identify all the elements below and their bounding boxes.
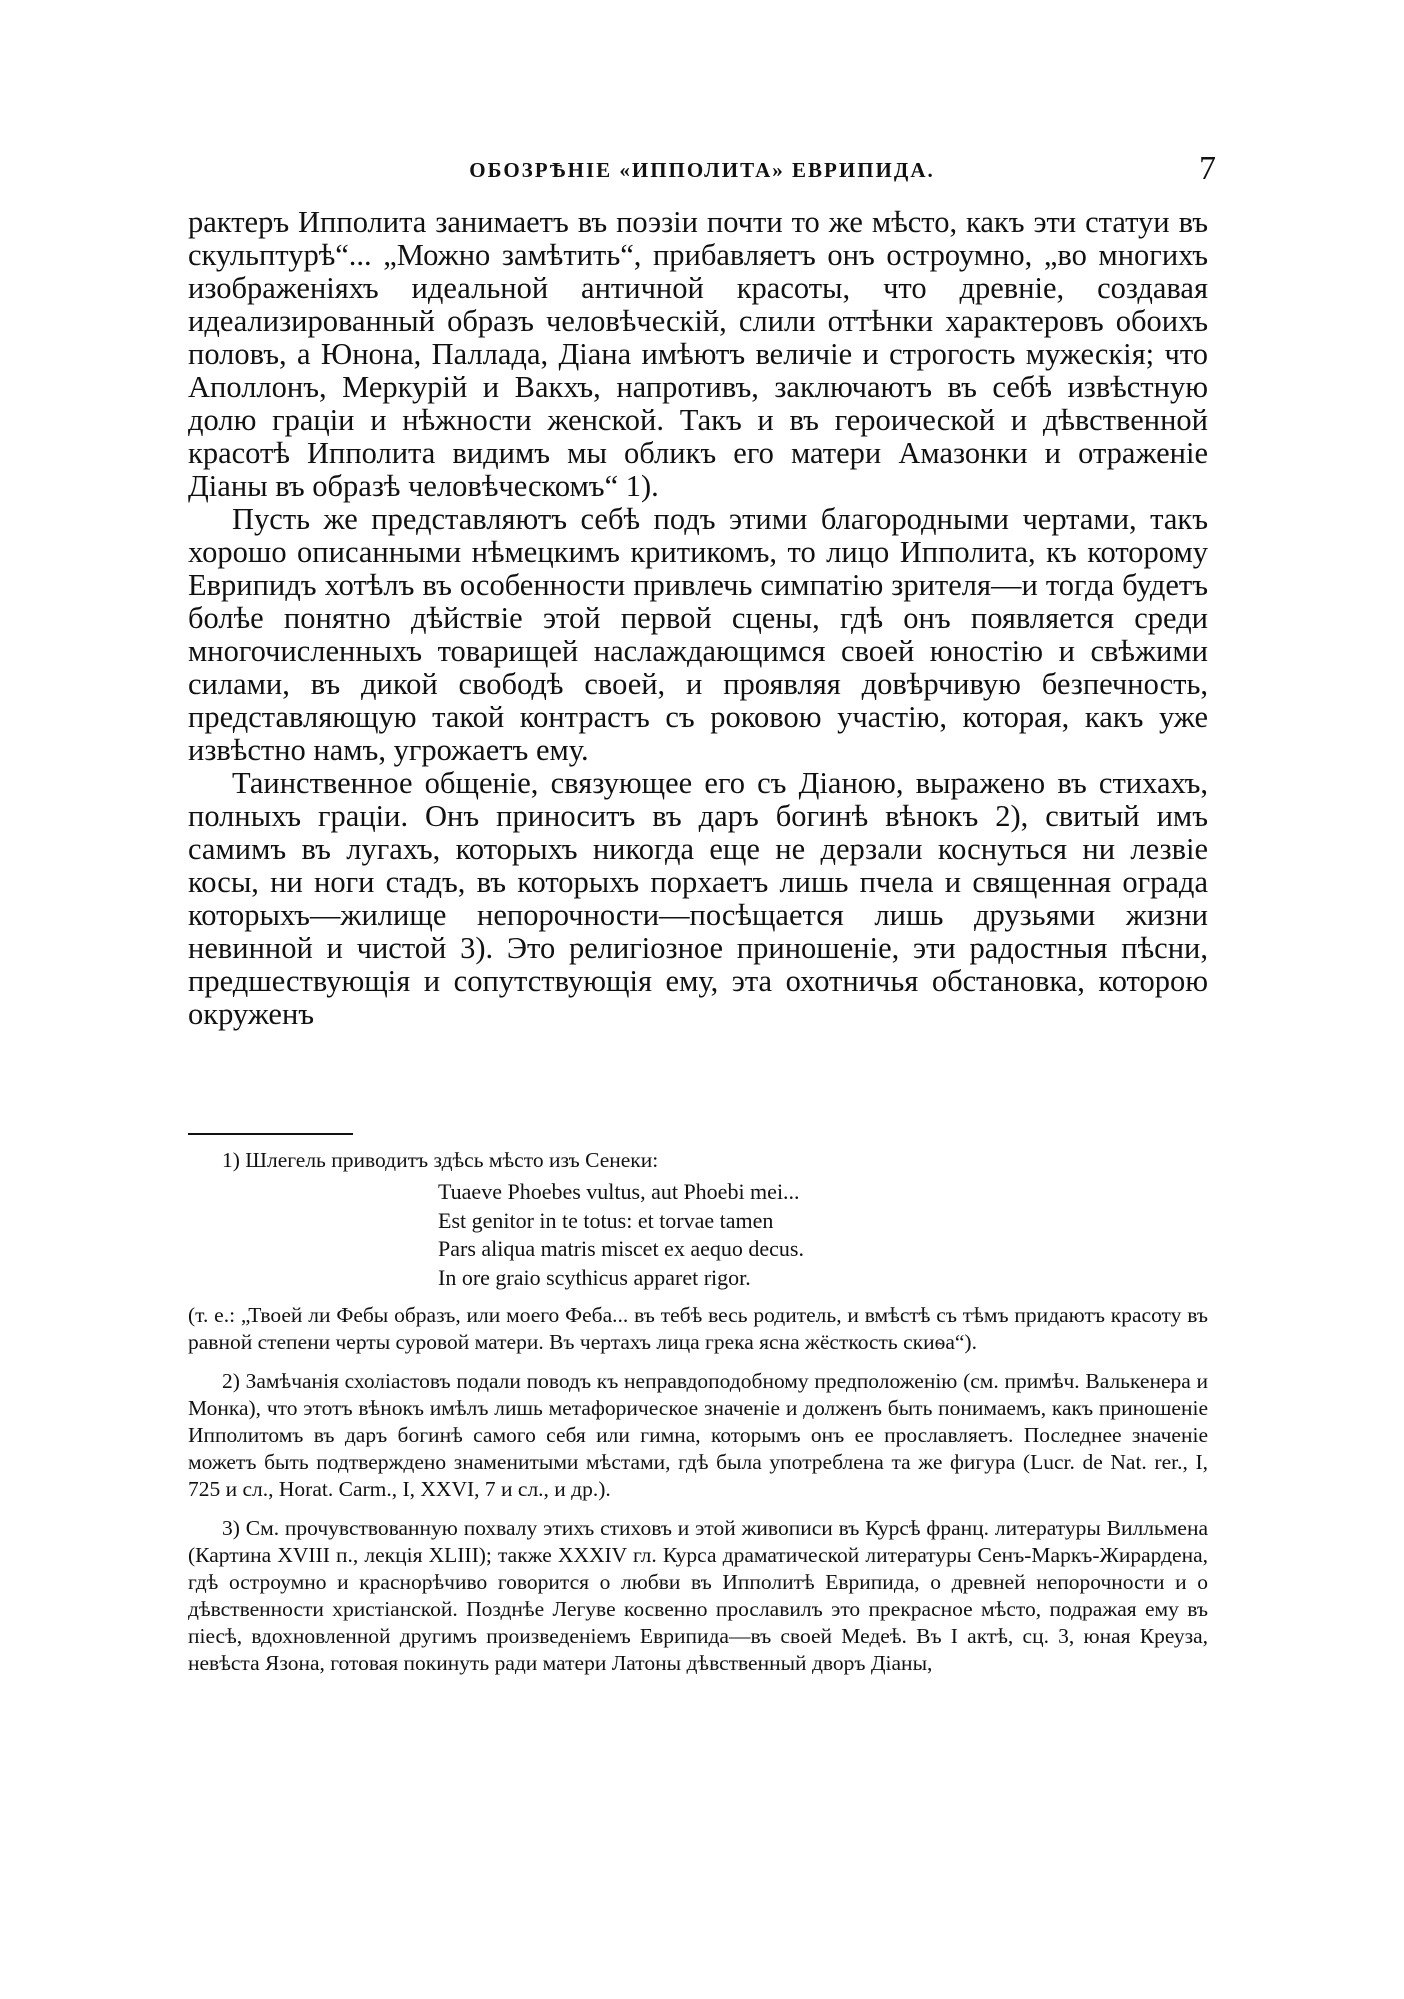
footnote-1-translation: (т. е.: „Твоей ли Фебы образъ, или моего Феба... въ тебѣ весь родитель, и вмѣстѣ съ тѣмъ придаютъ красоту въ равной степени черты суровой матери. Въ чертахъ лица грека ясна жёсткость скиѳа“). — [188, 1303, 1208, 1354]
page-number: 7 — [1199, 150, 1216, 187]
running-header — [188, 150, 1216, 190]
latin-verse-line: Tuaeve Phoebes vultus, aut Phoebi mei... — [438, 1179, 800, 1204]
footnotes — [188, 1147, 1208, 1677]
footnote-divider — [188, 1133, 353, 1135]
running-title: ОБОЗРѢНІЕ «ИППОЛИТА» ЕВРИПИДА. — [469, 158, 935, 182]
latin-verse-line: Est genitor in te totus: et torvae tamen — [438, 1207, 774, 1233]
latin-verse-line: In ore graio scythicus apparet rigor. — [438, 1264, 751, 1290]
footnote-2: 2) Замѣчанія схоліастовъ подали поводъ къ неправдоподобному предположенію (см. примѣч. Валькенера и Монка), что этотъ вѣнокъ имѣлъ лишь метафорическое значеніе и долженъ быть понимаемъ, какъ приношеніе Ипполитомъ въ даръ богинѣ самого себя или гимна, которымъ онъ ее прославляетъ. Последнее значеніе можетъ быть подтверждено знаменитыми мѣстами, гдѣ была употреблена та же фигура (Lucr. de Nat. rer., I, 725 и сл., Horat. Carm., I, XXVI, 7 и сл., и др.). — [188, 1369, 1208, 1501]
footnote-3: 3) См. прочувствованную похвалу этихъ стиховъ и этой живописи въ Курсѣ франц. литературы Вилльмена (Картина XVIII п., лекція XLIII); также XXXIV гл. Курса драматической литературы Сенъ-Маркъ-Жирардена, гдѣ остроумно и краснорѣчиво говорится о любви въ Ипполитѣ Еврипида, о древней непорочности и о дѣвственности христіанской. Позднѣе Легуве косвенно прославилъ это прекрасное мѣсто, подражая ему въ піесѣ, вдохновленной другимъ произведеніемъ Еврипида—въ своей Медеѣ. Въ I актѣ, сц. 3, юная Креуза, невѣста Язона, готовая покинуть ради матери Латоны дѣвственный дворъ Діаны, — [188, 1516, 1208, 1675]
footnote-1-intro: 1) Шлегель приводитъ здѣсь мѣсто изъ Сенеки: — [222, 1148, 659, 1172]
paragraph-2: Пусть же представляютъ себѣ подъ этими благородными чертами, такъ хорошо описанными нѣмецкимъ критикомъ, то лицо Ипполита, къ которому Еврипидъ хотѣлъ въ особенности привлечь симпатію зрителя—и тогда будетъ болѣе понятно дѣйствіе этой первой сцены, гдѣ онъ появляется среди многочисленныхъ товарищей наслаждающимся своей юностію и свѣжими силами, въ дикой свободѣ своей, и проявляя довѣрчивую безпечность, представляющую такой контрастъ съ роковою участію, которая, какъ уже извѣстно намъ, угрожаетъ ему. — [188, 502, 1208, 767]
paragraph-1: рактеръ Ипполита занимаетъ въ поэзіи почти то же мѣсто, какъ эти статуи въ скульптурѣ“... „Можно замѣтить“, прибавляетъ онъ остроумно, „во многихъ изображеніяхъ идеальной античной красоты, что древніе, создавая идеализированный образъ человѣческій, слили оттѣнки характеровъ обоихъ половъ, а Юнона, Паллада, Діана имѣютъ величіе и строгость мужескія; что Аполлонъ, Меркурій и Вакхъ, напротивъ, заключаютъ въ себѣ извѣстную долю граціи и нѣжности женской. Такъ и въ героической и дѣвственной красотѣ Ипполита видимъ мы обликъ его матери Амазонки и отраженіе Діаны въ образѣ человѣческомъ“ 1). — [188, 205, 1208, 503]
paragraph-3: Таинственное общеніе, связующее его съ Діаною, выражено въ стихахъ, полныхъ граціи. Онъ приноситъ въ даръ богинѣ вѣнокъ 2), свитый имъ самимъ въ лугахъ, которыхъ никогда еще не дерзали коснуться ни лезвіе косы, ни ноги стадъ, въ которыхъ порхаетъ лишь пчела и священная ограда которыхъ—жилище непорочности—посѣщается лишь друзьями жизни невинной и чистой 3). Это религіозное приношеніе, эти радостныя пѣсни, предшествующія и сопутствующія ему, эта охотничья обстановка, которою окруженъ — [188, 766, 1208, 1031]
latin-verse-line: Pars aliqua matris miscet ex aequo decus. — [438, 1236, 804, 1261]
main-text — [188, 206, 1208, 1031]
